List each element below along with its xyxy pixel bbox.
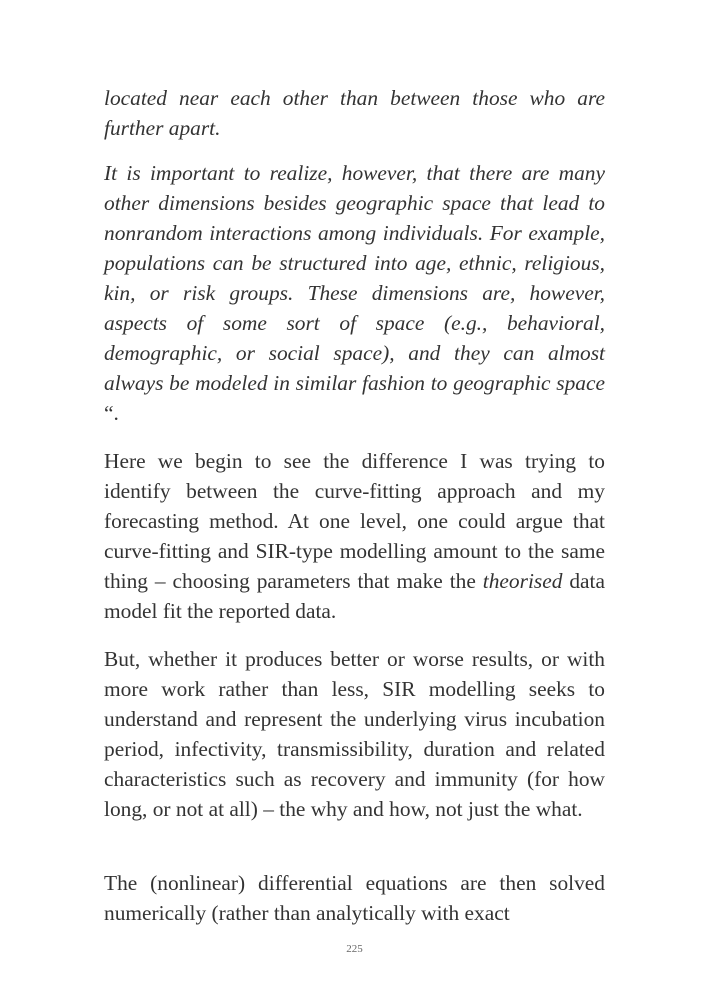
paragraph-2-text: It is important to realize, however, that there are many other dimensions besides geographic space that lead to nonrandom interactions among individuals. For example, populations can be structured into age, ethnic, religious, kin, or risk groups. These dimensions are, however, aspects of some sort of space (e.g., behavioral, demographic, or social space), and they can almost always be modeled in similar fashion to geographic space [104,161,605,395]
paragraph-quote-dimensions [104,158,605,428]
paragraph-1-text: located near each other than between those who are further apart. [104,86,605,140]
paragraph-quote-continuation [104,83,605,143]
paragraph-3-italic-word: theorised [482,569,563,593]
paragraph-3-text-after: data model fit the reported data. [104,569,605,623]
paragraph-3-text-before: Here we begin to see the difference I was trying to identify between the curve-fitting approach and my forecasting method. At one level, one could argue that curve-fitting and SIR-type modelling amount to the same thing – choosing parameters that make the [104,449,605,593]
paragraph-sir-modelling [104,644,605,824]
paragraph-4-text: But, whether it produces better or worse results, or with more work rather than less, SIR modelling seeks to understand and represent the underlying virus incubation period, infectivity, transmissibility, duration and related characteristics such as recovery and immunity (for how long, or not at all) – the why and how, not just the what. [104,647,605,821]
paragraph-differential-equations [104,868,605,928]
paragraph-5-text: The (nonlinear) differential equations are then solved numerically (rather than analytically with exact [104,871,605,925]
paragraph-curve-fitting [104,446,605,626]
page-number: 225 [346,943,363,955]
closing-quote-mark: “. [104,401,119,425]
